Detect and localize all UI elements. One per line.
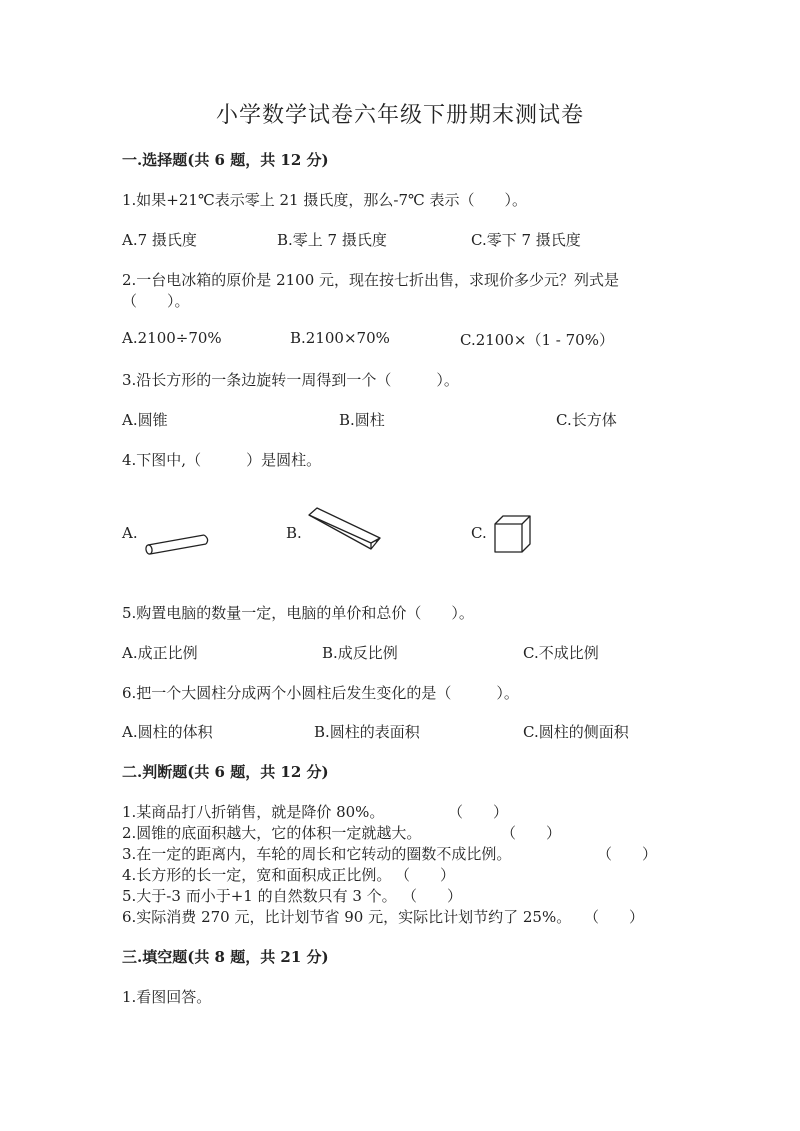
section-judge-heading: 二.判断题(共 6 题，共 12 分) bbox=[122, 763, 329, 781]
choice-q3-stem: 3.沿长方形的一条边旋转一周得到一个（ ）。 bbox=[122, 371, 459, 389]
choice-q2-option-a: A.2100÷70% bbox=[122, 329, 222, 347]
judge-item-2: 2.圆锥的底面积越大，它的体积一定就越大。 bbox=[122, 824, 422, 842]
choice-q6-option-a: A.圆柱的体积 bbox=[122, 723, 213, 741]
choice-q4-option-a: A. bbox=[122, 524, 138, 542]
choice-q5-option-a: A.成正比例 bbox=[122, 644, 198, 662]
choice-q6-stem: 6.把一个大圆柱分成两个小圆柱后发生变化的是（ ）。 bbox=[122, 684, 519, 702]
cylinder-rod-figure bbox=[142, 530, 212, 558]
choice-q1-option-b: B.零上 7 摄氏度 bbox=[277, 231, 387, 249]
choice-q2-stem-line2: （ ）。 bbox=[122, 292, 190, 310]
choice-q2-option-b: B.2100×70% bbox=[290, 329, 390, 347]
section-choice-heading: 一.选择题(共 6 题，共 12 分) bbox=[122, 151, 329, 169]
choice-q3-option-b: B.圆柱 bbox=[339, 411, 385, 429]
choice-q6-option-c: C.圆柱的侧面积 bbox=[523, 723, 629, 741]
choice-q2-option-c: C.2100×（1 - 70%） bbox=[460, 331, 614, 349]
judge-item-5: 5.大于-3 而小于+1 的自然数只有 3 个。 bbox=[122, 887, 397, 905]
choice-q1-stem: 1.如果+21℃表示零上 21 摄氏度，那么-7℃ 表示（ ）。 bbox=[122, 191, 528, 209]
judge-item-5-answer: （ ） bbox=[402, 887, 463, 905]
choice-q1-option-a: A.7 摄氏度 bbox=[122, 231, 197, 249]
choice-q4-option-c: C. bbox=[471, 524, 487, 542]
fill-q1-stem: 1.看图回答。 bbox=[122, 988, 212, 1006]
choice-q5-option-c: C.不成比例 bbox=[523, 644, 599, 662]
page-title: 小学数学试卷六年级下册期末测试卷 bbox=[215, 103, 584, 128]
cube-figure bbox=[492, 513, 534, 555]
judge-item-2-answer: （ ） bbox=[501, 824, 562, 842]
choice-q4-stem: 4.下图中,（ ）是圆柱。 bbox=[122, 451, 322, 469]
judge-item-6: 6.实际消费 270 元，比计划节省 90 元，实际比计划节约了 25%。 bbox=[122, 908, 572, 926]
triangular-prism-figure bbox=[300, 505, 385, 555]
judge-item-4: 4.长方形的长一定，宽和面积成正比例。 bbox=[122, 866, 392, 884]
choice-q3-option-a: A.圆锥 bbox=[122, 411, 168, 429]
judge-item-3: 3.在一定的距离内，车轮的周长和它转动的圈数不成比例。 bbox=[122, 845, 512, 863]
choice-q1-option-c: C.零下 7 摄氏度 bbox=[471, 231, 581, 249]
choice-q4-option-b: B. bbox=[286, 524, 302, 542]
choice-q6-option-b: B.圆柱的表面积 bbox=[314, 723, 420, 741]
judge-item-4-answer: （ ） bbox=[395, 866, 456, 884]
judge-item-1-answer: （ ） bbox=[448, 803, 509, 821]
judge-item-3-answer: （ ） bbox=[597, 845, 658, 863]
choice-q2-stem-line1: 2.一台电冰箱的原价是 2100 元，现在按七折出售，求现价多少元？列式是 bbox=[122, 271, 620, 289]
judge-item-6-answer: （ ） bbox=[584, 908, 645, 926]
choice-q5-stem: 5.购置电脑的数量一定，电脑的单价和总价（ ）。 bbox=[122, 604, 474, 622]
choice-q5-option-b: B.成反比例 bbox=[322, 644, 398, 662]
choice-q3-option-c: C.长方体 bbox=[556, 411, 617, 429]
section-fill-heading: 三.填空题(共 8 题，共 21 分) bbox=[122, 948, 329, 966]
judge-item-1: 1.某商品打八折销售，就是降价 80%。 bbox=[122, 803, 385, 821]
